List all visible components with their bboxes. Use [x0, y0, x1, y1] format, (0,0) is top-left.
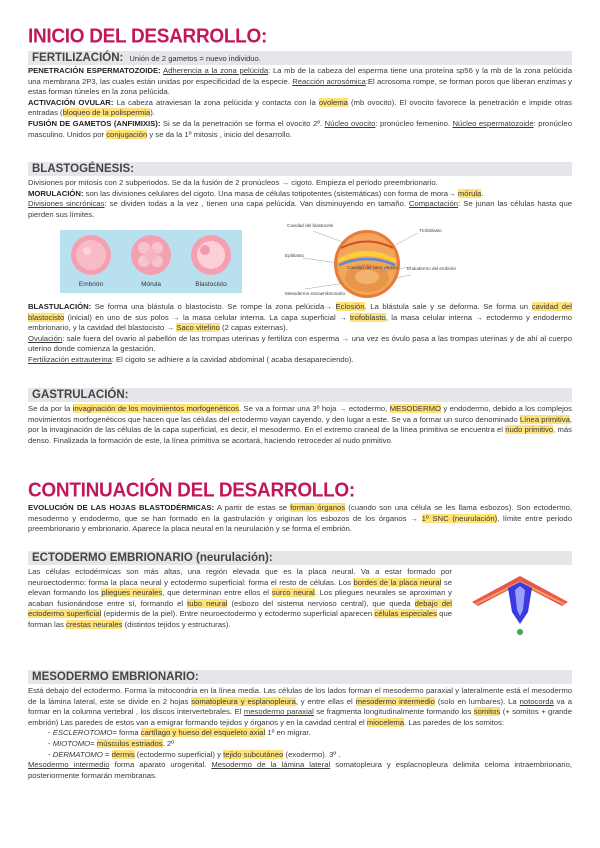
text: La cabeza atraviesan la zona pelúcida y contacta con la [113, 97, 319, 107]
paragraph [28, 199, 572, 220]
text: (distintos tejidos y estructuras). [122, 619, 231, 629]
highlight: crestas neurales [66, 619, 123, 629]
text: : pronúcleo masculino. Unidos por [28, 118, 572, 139]
paragraph [28, 355, 572, 366]
section-heading [28, 162, 572, 176]
section-mesodermo [28, 670, 572, 781]
term-underlined: Divisiones sincrónicas [28, 199, 105, 209]
text: (2 capas externas). [219, 323, 288, 333]
paragraph [28, 66, 572, 98]
text: = [90, 738, 97, 748]
highlight: mórula [457, 188, 482, 198]
text: : La mb de la cabeza del esperma tiene una proteína sp56 y la mb de la zona pelúcida una membrana 2P3, las cuales están unidas por especificidad de la especie. [28, 66, 572, 86]
list-item: - MIOTOMO= músculos estriados. 2º [48, 738, 174, 748]
text: forma aparato urogenital. [109, 760, 212, 770]
section-heading [28, 551, 572, 565]
text: y se da la 1º mitosis , inicio del desarrollo. [147, 129, 292, 139]
text: : sale fuera del ovario al pabellón de las trompas uterinas y fertiliza con esperma → una vez es óvulo pasa a las trompas uterinas y de ahí al cuerpo uterino donde comienza la gestación. [28, 333, 572, 354]
text: . Se va a formar una 3º hoja → ectodermo, [239, 404, 390, 413]
text: (epidermis de la piel). Entre neuroectodermo y ectodermo superficial aparecen [101, 609, 375, 619]
paragraph [28, 686, 572, 728]
highlight: cartílago y hueso del esqueleto axial [140, 728, 266, 738]
term: ACTIVACIÓN OVULAR: [28, 97, 114, 107]
highlight: tejido subcutáneo [223, 749, 284, 759]
text: Si se da la penetración se forma el ovocito 2º. [160, 118, 325, 128]
heading-text: BLASTOGÉNESIS: [32, 163, 135, 175]
highlight: tubo neural [187, 598, 228, 608]
term: FUSIÓN DE GAMETOS (ANFIMIXIS): [28, 118, 161, 128]
term-underlined: Mesodermo de la lámina lateral [211, 760, 331, 770]
text: (inicial) en uno de sus polos → la masa celular interna. La capa superficial → [64, 312, 350, 322]
embryo-stages-image [60, 230, 242, 293]
highlight: forman órganos [290, 503, 346, 512]
highlight: mesodermo intermedio [355, 696, 435, 706]
text: , por la invaginación de las células de la capa superficial, es decir, el mesodermo. En el extremo craneal de la línea primitiva se encuentra el [28, 414, 572, 435]
highlight: surco neural [271, 588, 315, 598]
text: que forman las [28, 609, 453, 629]
second-title: CONTINUACIÓN DEL DESARROLLO: [28, 479, 355, 502]
term: BLASTULACIÓN: [28, 302, 92, 311]
text: :El acrosoma rompe, se forman poros que liberan enzimas y estas forman túneles en la zona pelúcida. [28, 76, 572, 97]
caption-morula: Mórula [141, 281, 161, 288]
paragraph [28, 189, 572, 200]
term-underlined: Mesodermo intermedio [28, 760, 110, 770]
heading-text: GASTRULACIÓN: [32, 389, 129, 401]
term-italic: MIOTOMO [52, 738, 91, 748]
highlight: Línea primitiva [519, 414, 570, 424]
text: . [481, 188, 484, 198]
blastocyst-icon [191, 235, 231, 275]
text: . Las paredes de los somitos: [404, 717, 505, 727]
paragraph [28, 503, 572, 535]
blastocyst-diagram [283, 223, 457, 303]
section-fertilizacion [28, 51, 572, 140]
text: (mb ovocito). El ovocito favorece la penetración e impide otras entradas ( [28, 97, 573, 118]
embryo-cell-icon [71, 235, 111, 275]
term-underlined: Fertilización extrauterina [28, 354, 112, 364]
label-cavidad-blastocele: Cavidad del blastocele [287, 223, 334, 228]
text: : se dividen todas a la vez , tienen una capa pelúcida. Van disminuyendo en tamaño. [104, 199, 409, 209]
highlight: 1º SNC (neurulación) [421, 513, 498, 523]
text: = forma [112, 728, 141, 738]
somite-list [28, 728, 572, 760]
paragraph [28, 760, 572, 781]
highlight: dermis [111, 749, 135, 759]
heading-text: MESODERMO EMBRIONARIO: [32, 671, 199, 683]
text: somatopleura y esplacnopleura delimita celoma intraembrionario, posteriormente formarán membranas. [28, 760, 572, 780]
highlight: conjugación [106, 129, 148, 139]
term-underlined: Adherencia a la zona pelúcida [162, 66, 269, 75]
heading-text: FERTILIZACIÓN: [32, 52, 124, 64]
term-italic: ESCLEROTOMO [52, 728, 113, 738]
highlight: Eclosión [335, 302, 365, 311]
highlight: somitos [473, 707, 501, 717]
highlight: trofoblasto [349, 312, 386, 322]
term-underlined: Ovulación [28, 333, 63, 343]
highlight: ovolema [318, 97, 348, 107]
heading-lead: Unión de 2 gametos = nuevo individuo. [129, 54, 261, 63]
section-evolucion [28, 503, 572, 535]
text: , que determinan entre ellos el [162, 588, 272, 598]
section-blastogenesis [28, 162, 572, 220]
highlight: cavidad del blastocisto [28, 302, 572, 322]
highlight: bloqueo de la polispermia [62, 108, 151, 118]
text: = [102, 749, 112, 759]
section-heading [28, 51, 572, 65]
heading-text: ECTODERMO EMBRIONARIO (neurulación): [32, 552, 273, 564]
highlight: músculos estriados [96, 738, 163, 748]
text: (exodermo). 3º . [283, 749, 341, 759]
text: A partir de estas se [214, 503, 291, 512]
term: MORULACIÓN: [28, 188, 84, 198]
paragraph [28, 404, 572, 446]
text: . Los pliegues neurales se aproximan y acaban fusionándose entre sí, formando el [28, 588, 452, 608]
highlight: invaginación de los movimientos morfogenéticos [72, 404, 240, 413]
paragraph [28, 98, 572, 119]
term: PENETRACIÓN ESPERMATOZOIDE: [28, 66, 161, 75]
paragraph [28, 119, 572, 140]
section-gastrulacion [28, 388, 572, 446]
text: Se forma una blástula o blastocisto. Se rompe la zona pelúcida→ [91, 302, 336, 311]
label-trofoblasto: Trofoblasto [419, 228, 442, 233]
text: Las células ectodérmicas son más altas, una región elevada que es la placa neural. Va a estar formado por neuroectodermo: forma la placa neural y ectodermo superficial: forma el resto de células. Los [28, 567, 452, 587]
highlight: MESODERMO [389, 404, 441, 413]
text: : El cigoto se adhiere a la cavidad abdominal ( acaba desapareciendo). [111, 354, 354, 364]
text: son las divisiones celulares del cigoto. Una masa de células totipotentes (sistemáticas) con forma de mora→ [83, 188, 458, 198]
text: : Se junan las células hasta que pierden sus límites. [28, 199, 572, 219]
text: 1º en migrar. [265, 728, 311, 738]
text: , la masa celular interna → ectodermo y endodermo embrionario, y la cavidad del blastocisto → [28, 312, 572, 333]
text: (cuando son una célula se les llama esbozos). Son ectodermo, mesodermo y endodermo, que se han formado en la gastrulación y originan los esbozos de los órganos → [28, 503, 573, 523]
paragraph [28, 567, 452, 631]
text: . 2º [162, 738, 174, 748]
text: va a formar en la columna vertebral , los discos intervertebrales. El [28, 696, 572, 717]
paragraph [28, 334, 572, 355]
text: y endodermo, debido a los complejos movimientos morfogenéticos que hacen que las células del ectodermo vayan cayendo, y den lugar a este. Se va a formar un surco denominado [28, 404, 572, 424]
label-mesodermo-extra: Mesodermo extraembrionario [285, 291, 345, 296]
highlight: células especiales [374, 609, 437, 619]
term-underlined: Compactación [408, 199, 459, 209]
section-heading [28, 388, 572, 402]
text: , y entre ellas el [295, 696, 356, 706]
text: . La blástula sale y se deforma. Se forma un [364, 302, 532, 311]
text: (+ somitos + grande embrión) Las paredes de estos van a emigrar formando tejidos y órganos y en la cavidad central el [28, 707, 572, 727]
term-underlined: Núcleo ovocito [324, 118, 376, 128]
list-item: - ESCLEROTOMO= forma cartílago y hueso del esqueleto axial 1º en migrar. [48, 728, 311, 738]
text: (ectodermo superficial) y [134, 749, 224, 759]
text: , límite entre periodo preembrionario y embrionario. Aparece la placa neural en la neurulación y se forma el embrión. [28, 513, 572, 534]
paragraph [28, 302, 572, 334]
text: Se da por la [28, 404, 73, 413]
caption-embrion: Embrión [78, 281, 104, 288]
term-underlined: notocorda [519, 696, 554, 706]
section-blastulacion [28, 302, 572, 366]
highlight: debajo del ectodermo superficial [28, 598, 452, 619]
term-underlined: Núcleo espermatozoide [452, 118, 534, 128]
text: (solo en lumbares). La [434, 696, 520, 706]
label-epiblasto: Epiblasto [285, 253, 304, 258]
morula-icon [131, 235, 171, 275]
text: se elevan formando los [28, 577, 453, 598]
list-item: - DERMATOMO = dermis (ectodermo superficial) y tejido subcutáneo (exodermo). 3º . [48, 749, 341, 759]
neural-tube-diagram [470, 572, 570, 636]
term-underlined: Reacción acrosómica [292, 76, 366, 86]
label-endodermo: Endodermo del embrión [407, 266, 457, 271]
text: ). [150, 108, 155, 118]
highlight: bordes de la placa neural [353, 577, 442, 587]
highlight: Saco vitelino [176, 323, 220, 333]
highlight: pliegues neurales [101, 588, 163, 598]
text: se fragmenta longitudinalmente formando los [313, 707, 474, 717]
term: EVOLUCIÓN DE LAS HOJAS BLASTODÉRMICAS: [28, 503, 215, 512]
term-italic: DERMATOMO [52, 749, 103, 759]
highlight: nudo primitivo [505, 425, 554, 435]
paragraph: Divisiones por mitosis con 2 subperiodos. Se da la fusión de 2 pronúcleos → cigoto. Empieza el periodo preembrionario. [28, 178, 438, 187]
highlight: somatopleura y esplanopleura [191, 696, 296, 706]
term-underlined: mesodermo paraxial [243, 707, 314, 717]
label-saco-vitelino: Cavidad del saco vitelino [347, 265, 398, 270]
text: Está debajo del ectodermo. Forma la mitocondria en la línea media. Las células de los lados forman el mesodermo paraxial y lateralmente está el mesodermo de la lámina lateral, este se divide en 2 hojas [28, 686, 572, 706]
caption-blastocisto: Blastocisto [195, 281, 227, 288]
highlight: miocelema [366, 717, 405, 727]
main-title: INICIO DEL DESARROLLO: [28, 25, 267, 48]
text: , más denso. Finalizada la formación de este, la línea primitiva se acortará, haciendo retroceder al nudo primitivo. [28, 425, 573, 445]
section-heading [28, 670, 572, 684]
text: (esbozo del sistema nervioso central), que queda [227, 598, 415, 608]
text: : pronúcleo femenino. [375, 118, 453, 128]
